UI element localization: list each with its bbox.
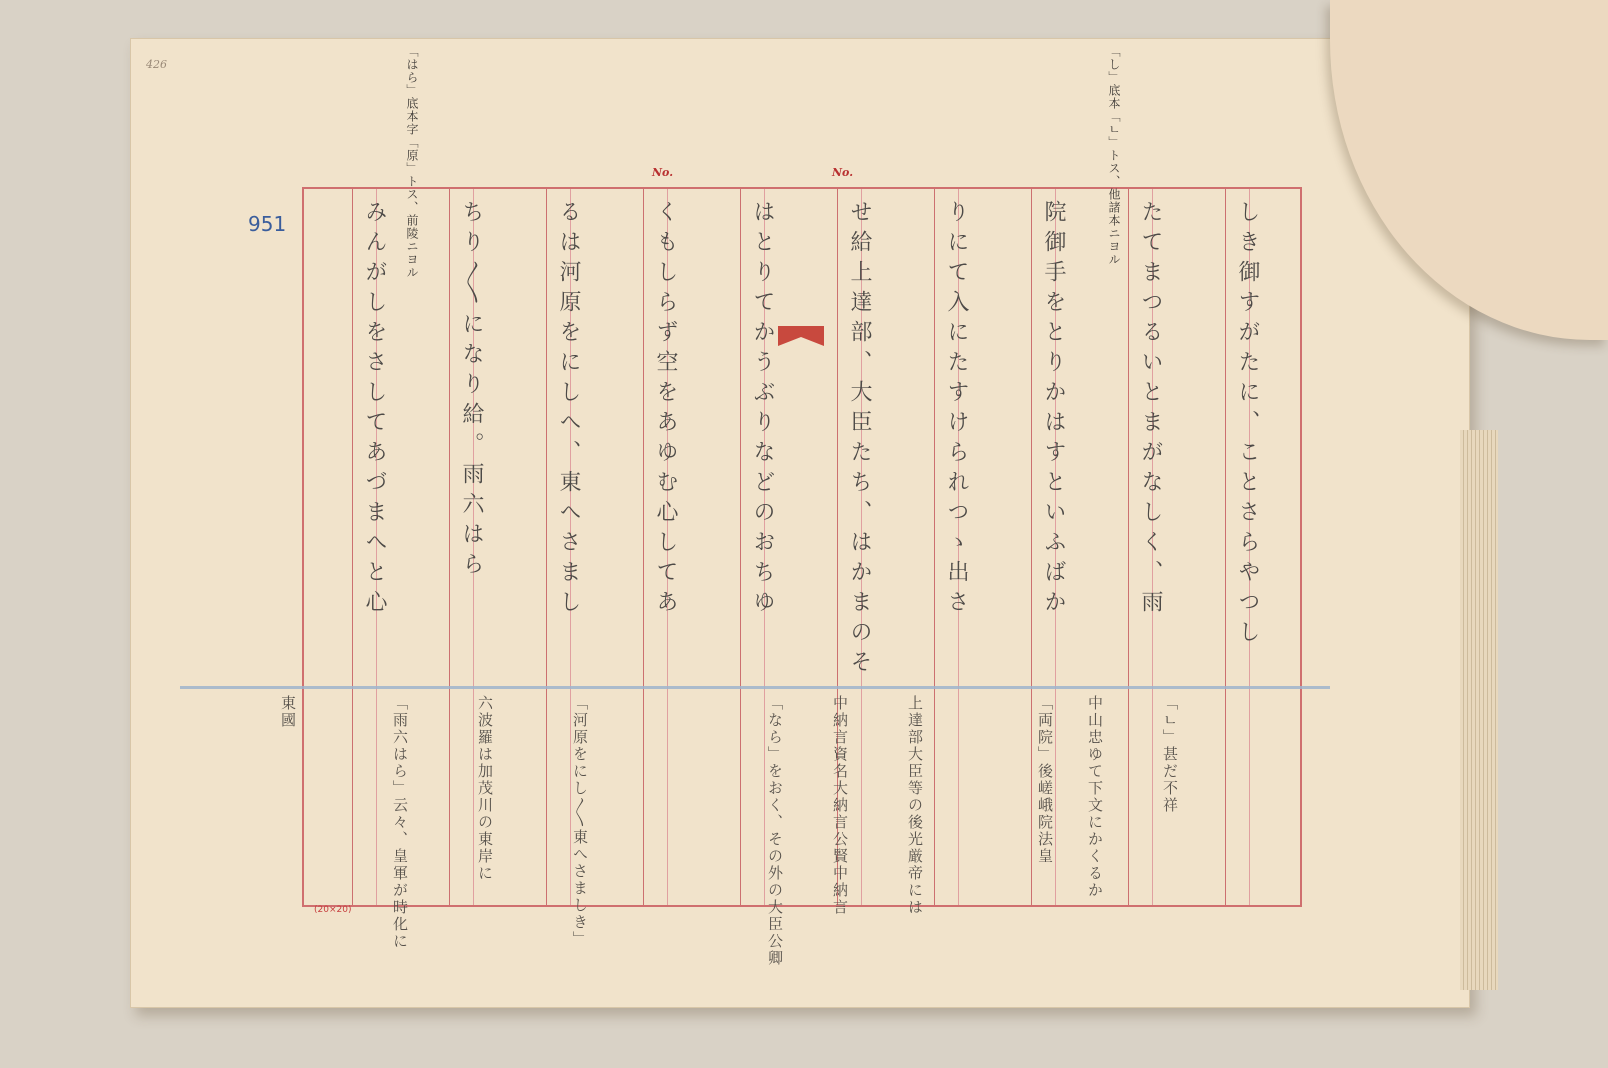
text-line-6: はとりてかうぶりなどのおちゆ <box>750 200 775 620</box>
grid-rule <box>449 189 450 905</box>
text-line-10: みんがしをさしてあづまへと心 <box>362 200 387 620</box>
grid-rule <box>1225 189 1226 905</box>
grid-rule <box>643 189 644 905</box>
annotation-2: 中山忠ゆて下文にかくるか <box>1086 695 1104 899</box>
text-line-3: 院御手をとりかはすといふばか <box>1041 200 1066 620</box>
top-note-left: 「はら」底本字「原」トス、前陵ニヨル <box>405 45 419 279</box>
annotation-7: 「河原をにし〳〵東へさましき」 <box>571 695 589 948</box>
annotation-4: 上達部大臣等の後光厳帝には <box>906 695 924 916</box>
annotation-10: 東國 <box>279 695 297 729</box>
annotation-3: 「両院」後嵯峨院法皇 <box>1036 695 1054 865</box>
folio-number: 951 <box>248 212 287 236</box>
grid-rule <box>352 189 353 905</box>
text-line-9: ちり〳〵になり給。雨六はら <box>459 200 484 582</box>
text-line-4: りにて入にたすけられつゝ出さ <box>944 200 969 620</box>
annotation-9: 「雨六はら」云々、皇軍が時化に <box>391 695 409 950</box>
annotation-8: 六波羅は加茂川の東岸に <box>476 695 494 882</box>
text-line-5: せ給上達部、大臣たち、はかまのそ <box>847 200 872 680</box>
blue-pencil-rule <box>180 686 1330 689</box>
page-stack-edge <box>1460 430 1498 990</box>
grid-size-stamp: (20×20) <box>314 905 352 915</box>
text-line-2: たてまつるいとまがなしく、雨 <box>1138 200 1163 620</box>
grid-rule <box>1031 189 1032 905</box>
grid-rule <box>1128 189 1129 905</box>
grid-marker-right: No. <box>832 166 854 179</box>
grid-marker-left: No. <box>652 166 674 179</box>
text-line-8: るは河原をにしへ、東へさまし <box>556 200 581 620</box>
text-line-7: くもしらず空をあゆむ心してあ <box>653 200 678 620</box>
top-note-right: 「し」底本「ㄴ」トス、他諸本ニヨル <box>1107 45 1121 266</box>
annotation-1: 「ㄴ」甚だ不祥 <box>1161 695 1179 814</box>
annotation-6: 「なら」をおく、その外の大臣公卿 <box>766 695 784 967</box>
grid-rule <box>740 189 741 905</box>
pencil-page-mark: 426 <box>146 58 167 71</box>
grid-rule <box>934 189 935 905</box>
text-line-1: しき御すがたに、ことさらやつし <box>1235 200 1260 650</box>
grid-rule <box>546 189 547 905</box>
annotation-5: 中納言資名大納言公賢中納言 <box>831 695 849 916</box>
